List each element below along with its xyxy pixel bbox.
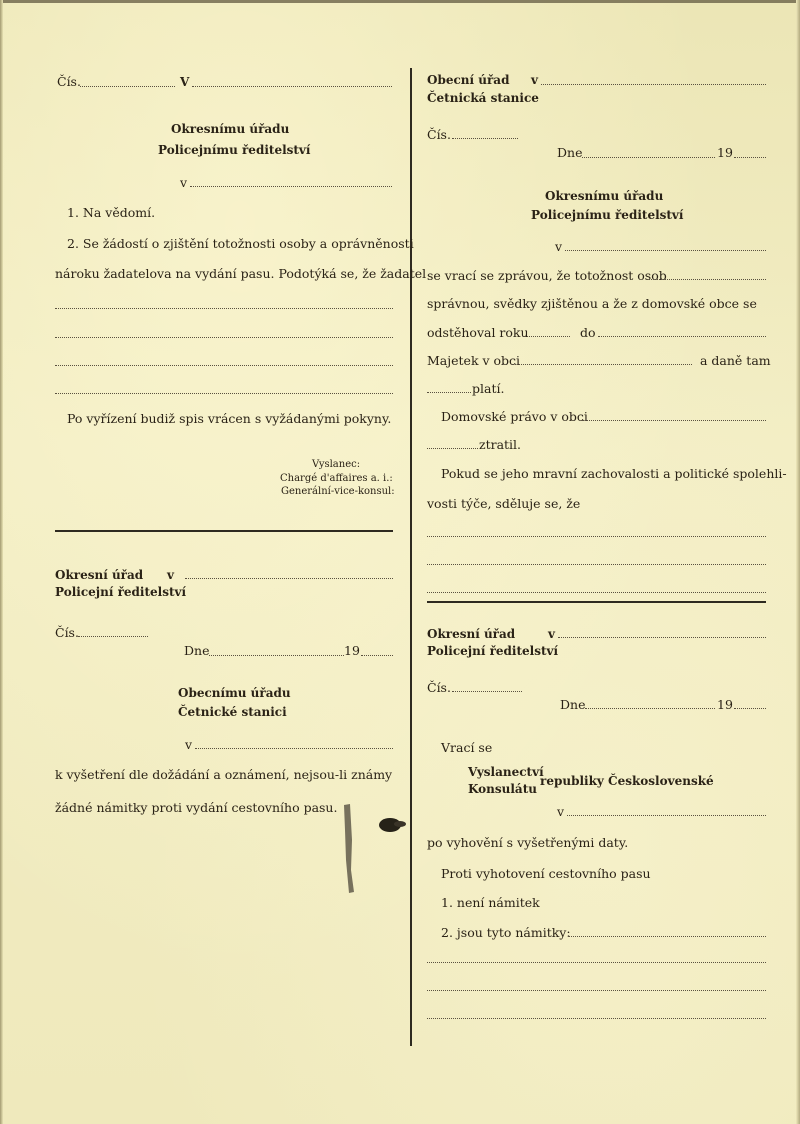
report-line-5: platí. <box>472 381 505 396</box>
report-line-6: Domovské právo v obci <box>441 409 588 424</box>
applicant-note-line-3[interactable] <box>55 365 393 366</box>
addressee-v-label: v <box>180 175 188 190</box>
right-office-place-field[interactable] <box>541 84 766 85</box>
domicile-field[interactable] <box>582 420 766 421</box>
embassy-line-1: Vyslanectví <box>468 765 544 779</box>
right-addressee-v-label: v <box>555 239 563 254</box>
right-office-v-label: v <box>531 73 538 87</box>
addressee2-line-2: Četnické stanici <box>178 705 287 719</box>
right-office2-line-1: Okresní úřad <box>427 627 516 641</box>
objection-intro: Proti vyhotovení cestovního pasu <box>441 866 651 881</box>
right-date-field[interactable] <box>582 157 715 158</box>
right-addressee-line-2: Policejnímu ředitelství <box>531 208 684 222</box>
republic-label: republiky Československé <box>540 774 714 788</box>
signature-line-2: Chargé d'affaires a. i.: <box>280 473 393 484</box>
objection-option-1[interactable]: 1. není námitek <box>441 895 540 910</box>
returned-label: Vrací se <box>441 740 493 755</box>
report-line-2: správnou, svědky zjištěnou a že z domovské obce se <box>427 296 757 311</box>
office-line-2: Policejní ředitelství <box>55 585 187 599</box>
office-line-1: Okresní úřad <box>55 568 144 582</box>
addressee-line-1: Okresnímu úřadu <box>171 122 290 136</box>
conduct-line-3[interactable] <box>427 592 766 593</box>
right-office-line-2: Četnická stanice <box>427 91 539 105</box>
objection-option-2[interactable]: 2. jsou tyto námitky: <box>441 925 571 940</box>
taxes-field[interactable] <box>427 392 471 393</box>
right-office2-v-label: v <box>548 627 555 641</box>
addressee2-place-field[interactable] <box>195 748 393 749</box>
applicant-note-line-4[interactable] <box>55 393 393 394</box>
right-addressee-place-field[interactable] <box>565 250 766 251</box>
dne-label: Dne <box>184 643 210 658</box>
report-line-1: se vrací se zprávou, že totožnost osob <box>427 268 667 283</box>
investigation-line-2: žádné námitky proti vydání cestovního pasu. <box>55 800 338 815</box>
identity-field[interactable] <box>647 279 766 280</box>
embassy-v-label: v <box>557 804 565 819</box>
report-line-8: Pokud se jeho mravní zachovalosti a politické spolehli- <box>441 466 787 481</box>
objections-line-2[interactable] <box>427 990 766 991</box>
objections-line-1[interactable] <box>427 962 766 963</box>
cis-label: Čís. <box>57 74 81 89</box>
office-v-label: v <box>167 568 174 582</box>
objections-field[interactable] <box>568 936 766 937</box>
addressee2-line-1: Obecnímu úřadu <box>178 686 291 700</box>
cis-field-2[interactable] <box>78 636 148 637</box>
cis-field[interactable] <box>80 86 175 87</box>
report-line-9: vosti týče, sděluje se, že <box>427 496 581 511</box>
cis-label-2: Čís. <box>55 625 79 640</box>
right-office2-line-2: Policejní ředitelství <box>427 644 559 658</box>
applicant-note-line-1[interactable] <box>55 308 393 309</box>
right-office-line-1: Obecní úřad <box>427 73 510 87</box>
paper-top-edge <box>0 0 800 3</box>
moved-year-field[interactable] <box>524 336 570 337</box>
compliance-note: po vyhovění s vyšetřenými daty. <box>427 835 629 850</box>
addressee-line-2: Policejnímu ředitelství <box>158 143 311 157</box>
report-line-3a: odstěhoval roku <box>427 325 529 340</box>
right-addressee-line-1: Okresnímu úřadu <box>545 189 664 203</box>
conduct-line-2[interactable] <box>427 564 766 565</box>
objections-line-3[interactable] <box>427 1018 766 1019</box>
year-field[interactable] <box>361 655 393 656</box>
right-cis-label: Čís. <box>427 127 451 142</box>
section-separator-left <box>55 530 393 532</box>
signature-line-1: Vyslanec: <box>312 459 361 470</box>
paper-left-edge <box>0 0 3 1124</box>
v-label: V <box>180 75 190 89</box>
section-separator-right <box>427 601 766 603</box>
right-cis-label-2: Čís. <box>427 680 451 695</box>
date-field[interactable] <box>209 655 344 656</box>
right-office2-place-field[interactable] <box>558 637 766 638</box>
item-2-line-2: nároku žadatelova na vydání pasu. Podotýká se, že žadatel <box>55 266 427 281</box>
year-label: 19 <box>344 643 360 658</box>
embassy-place-field[interactable] <box>567 815 766 816</box>
right-year-label-2: 19 <box>717 697 733 712</box>
right-dne-label-2: Dne <box>560 697 586 712</box>
report-line-4a: Majetek v obci <box>427 353 521 368</box>
report-line-7: ztratil. <box>479 437 522 452</box>
signature-line-3: Generální-vice-konsul: <box>281 486 395 497</box>
report-line-4b: a daně tam <box>700 353 771 368</box>
place-field[interactable] <box>192 86 392 87</box>
moved-to-field[interactable] <box>598 336 766 337</box>
return-note: Po vyřízení budiž spis vrácen s vyžádanými pokyny. <box>67 411 392 426</box>
item-1: 1. Na vědomí. <box>67 205 156 220</box>
investigation-line-1: k vyšetření dle dožádání a oznámení, nejsou-li známy <box>55 767 393 782</box>
embassy-line-2: Konsulátu <box>468 782 537 796</box>
conduct-line-1[interactable] <box>427 536 766 537</box>
lost-field[interactable] <box>427 448 478 449</box>
report-line-3b: do <box>580 325 596 340</box>
right-dne-label: Dne <box>557 145 583 160</box>
addressee2-v-label: v <box>185 737 193 752</box>
right-cis-field[interactable] <box>452 138 518 139</box>
addressee-place-field[interactable] <box>190 186 392 187</box>
right-cis-field-2[interactable] <box>452 691 522 692</box>
applicant-note-line-2[interactable] <box>55 337 393 338</box>
paper-right-edge <box>796 0 800 1124</box>
ink-stain-mark <box>340 800 410 900</box>
right-year-field-2[interactable] <box>734 708 766 709</box>
right-year-label: 19 <box>717 145 733 160</box>
right-year-field[interactable] <box>734 157 766 158</box>
item-2-line-1: 2. Se žádostí o zjištění totožnosti osoby a oprávněnosti <box>67 236 414 251</box>
property-field[interactable] <box>512 364 692 365</box>
right-date-field-2[interactable] <box>585 708 715 709</box>
office-place-field[interactable] <box>185 578 393 579</box>
column-divider <box>410 68 412 1046</box>
